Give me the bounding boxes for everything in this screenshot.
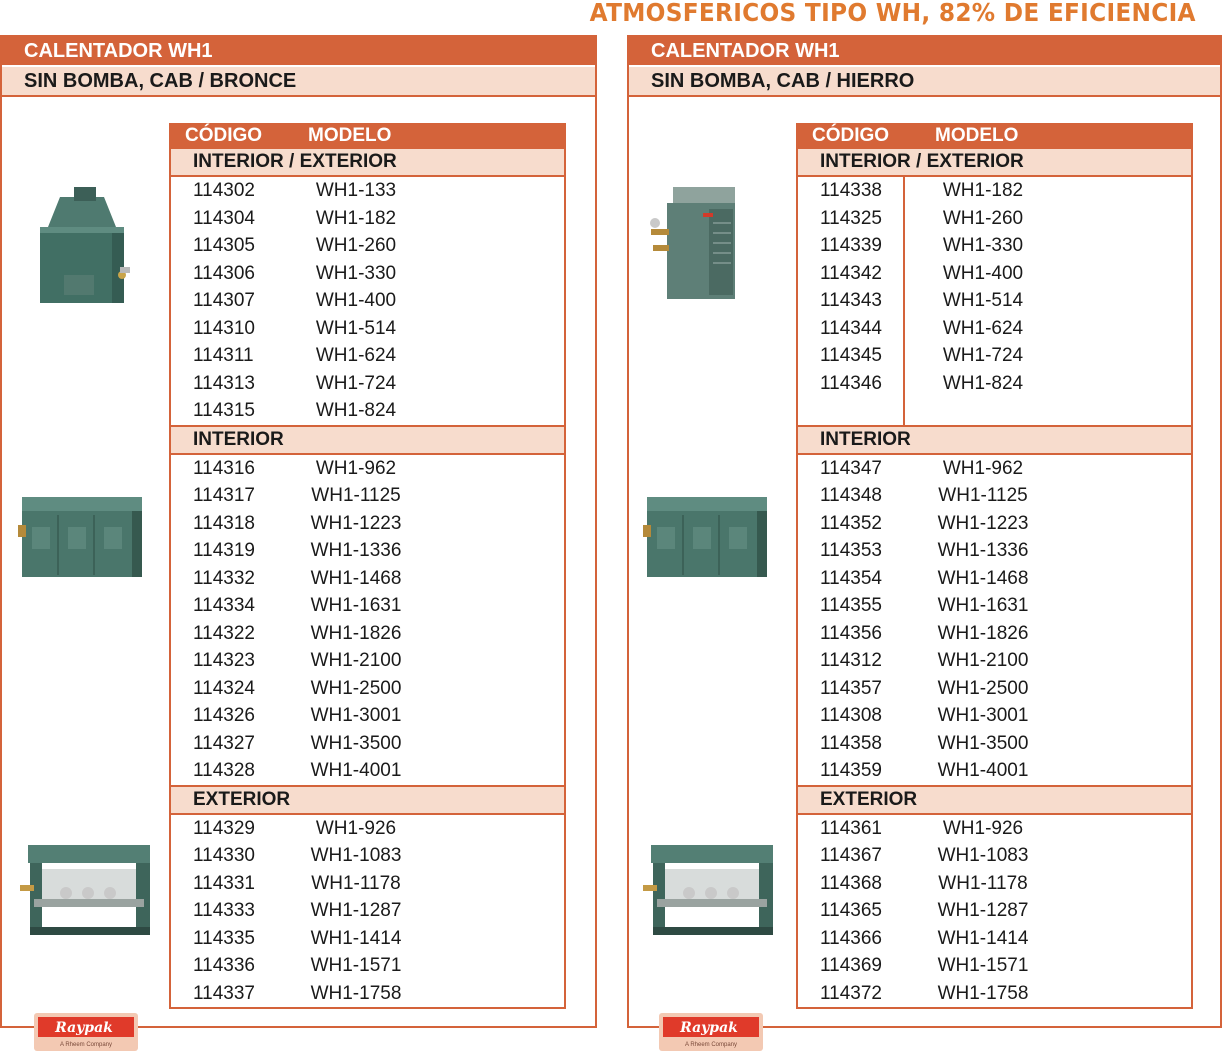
code-cell: 114331 (193, 872, 255, 894)
table-row (798, 342, 1191, 370)
svg-text:A Rheem Company: A Rheem Company (59, 1042, 113, 1048)
model-cell: WH1-1631 (937, 595, 1029, 616)
table-row (171, 342, 564, 370)
code-cell: 114318 (193, 512, 255, 534)
model-cell: WH1-1826 (937, 622, 1029, 644)
code-cell: 114336 (193, 955, 255, 976)
table-row (798, 510, 1191, 538)
model-cell: WH1-400 (315, 290, 397, 311)
code-cell: 114317 (193, 485, 255, 506)
table-row (171, 757, 564, 785)
table-row (798, 730, 1191, 758)
model-cell: WH1-514 (315, 317, 397, 339)
model-cell: WH1-1571 (310, 955, 402, 976)
code-cell: 114343 (820, 290, 882, 311)
table-row (798, 287, 1191, 315)
code-cell: 114312 (820, 650, 882, 671)
code-cell: 114357 (820, 677, 882, 699)
code-cell: 114346 (820, 372, 882, 394)
table-row (798, 397, 1191, 425)
table-row (798, 260, 1191, 288)
column-header-code: CÓDIGO (812, 125, 890, 146)
model-cell: WH1-3500 (937, 732, 1029, 754)
section-header: EXTERIOR (171, 785, 564, 815)
model-cell: WH1-824 (315, 400, 397, 421)
table-row (171, 842, 564, 870)
model-cell: WH1-926 (315, 817, 397, 839)
panel-subtitle: SIN BOMBA, CAB / BRONCE (2, 67, 595, 97)
code-cell: 114326 (193, 705, 255, 726)
model-cell: WH1-962 (315, 457, 397, 479)
page-heading: ATMOSFERICOS TIPO WH, 82% DE EFICIENCIA (589, 0, 1196, 27)
model-cell: WH1-3001 (310, 705, 402, 726)
table-row (798, 675, 1191, 703)
model-cell: WH1-1223 (937, 512, 1029, 534)
table-row (171, 702, 564, 730)
model-cell: WH1-133 (315, 180, 397, 201)
table-row (798, 537, 1191, 565)
code-cell: 114327 (193, 732, 255, 754)
model-cell: WH1-1631 (310, 595, 402, 616)
code-cell: 114308 (820, 705, 882, 726)
model-cell: WH1-1468 (937, 567, 1029, 589)
section-header: INTERIOR / EXTERIOR (798, 149, 1191, 177)
table-row (171, 232, 564, 260)
table-row (171, 177, 564, 205)
table-row (798, 870, 1191, 898)
table-row (171, 397, 564, 425)
model-cell: WH1-624 (315, 345, 397, 366)
model-cell: WH1-1083 (310, 845, 402, 866)
raypak-logo (659, 1013, 763, 1051)
model-cell: WH1-724 (942, 345, 1024, 366)
model-cell: WH1-1336 (937, 540, 1029, 561)
table-row (798, 815, 1191, 843)
model-cell: WH1-1178 (938, 872, 1028, 894)
column-header-model: MODELO (308, 125, 392, 146)
heater-exterior-image (643, 845, 777, 937)
model-cell: WH1-330 (315, 262, 397, 284)
table-row (798, 842, 1191, 870)
panel-subtitle: SIN BOMBA, CAB / HIERRO (629, 67, 1220, 97)
table-row (798, 177, 1191, 205)
model-cell: WH1-3001 (937, 705, 1029, 726)
code-cell: 114322 (193, 622, 255, 644)
table-row (798, 897, 1191, 925)
model-cell: WH1-182 (942, 180, 1024, 201)
code-cell: 114329 (193, 817, 255, 839)
model-cell: WH1-1125 (938, 485, 1028, 506)
section-header: INTERIOR / EXTERIOR (171, 149, 564, 177)
model-cell: WH1-2100 (937, 650, 1029, 671)
panel-iron (627, 35, 1222, 1048)
model-cell: WH1-724 (315, 372, 397, 394)
code-cell: 114323 (193, 650, 255, 671)
table-row (171, 980, 564, 1008)
code-cell: 114324 (193, 677, 255, 699)
code-cell: 114316 (193, 457, 255, 479)
code-cell: 114367 (820, 845, 882, 866)
table-header (798, 123, 1191, 149)
code-cell: 114338 (820, 180, 882, 201)
model-cell: WH1-1336 (310, 540, 402, 561)
section-header: INTERIOR (798, 425, 1191, 455)
table-row (798, 455, 1191, 483)
model-cell: WH1-1826 (310, 622, 402, 644)
table-row (798, 592, 1191, 620)
heater-compact-image (34, 187, 130, 305)
table-row (798, 565, 1191, 593)
model-cell: WH1-4001 (310, 760, 402, 781)
table-row (798, 370, 1191, 398)
code-cell: 114313 (193, 372, 255, 394)
svg-text:Raypak: Raypak (680, 1020, 738, 1036)
table-row (171, 565, 564, 593)
model-cell: WH1-962 (942, 457, 1024, 479)
code-cell: 114319 (193, 540, 255, 561)
model-cell: WH1-1758 (310, 982, 402, 1004)
code-cell: 114372 (820, 982, 882, 1004)
code-cell: 114345 (820, 345, 882, 366)
model-cell: WH1-1414 (937, 927, 1029, 949)
table-row (171, 730, 564, 758)
model-cell: WH1-1414 (310, 927, 402, 949)
model-cell: WH1-514 (942, 290, 1024, 311)
code-cell: 114348 (820, 485, 882, 506)
table-row (798, 952, 1191, 980)
table-row (171, 675, 564, 703)
model-cell: WH1-926 (942, 817, 1024, 839)
code-cell: 114325 (820, 207, 882, 229)
code-cell: 114369 (820, 955, 882, 976)
model-cell: WH1-400 (942, 262, 1024, 284)
table-row (171, 370, 564, 398)
code-cell: 114306 (193, 262, 255, 284)
table-row (798, 620, 1191, 648)
code-cell: 114305 (193, 235, 255, 256)
model-cell: WH1-1758 (937, 982, 1029, 1004)
model-cell: WH1-1287 (937, 900, 1029, 921)
panel-bronze (0, 35, 597, 1048)
code-cell: 114342 (820, 262, 882, 284)
table-row (171, 647, 564, 675)
model-cell: WH1-1223 (310, 512, 402, 534)
heater-exterior-image (20, 845, 154, 937)
model-cell: WH1-3500 (310, 732, 402, 754)
code-cell: 114359 (820, 760, 882, 781)
code-cell: 114334 (193, 595, 255, 616)
table-row (171, 287, 564, 315)
section-rows (171, 815, 564, 1008)
model-cell: WH1-1178 (311, 872, 401, 894)
table-row (171, 510, 564, 538)
section-rows (171, 177, 564, 425)
code-cell: 114366 (820, 927, 882, 949)
table-row (798, 925, 1191, 953)
table-row (798, 315, 1191, 343)
code-cell: 114328 (193, 760, 255, 781)
code-cell: 114344 (820, 317, 882, 339)
code-cell: 114356 (820, 622, 882, 644)
table-row (798, 232, 1191, 260)
section-rows (798, 455, 1191, 785)
model-table (169, 123, 566, 1009)
svg-text:Raypak: Raypak (55, 1020, 113, 1036)
code-cell: 114368 (820, 872, 882, 894)
model-cell: WH1-824 (942, 372, 1024, 394)
table-row (798, 980, 1191, 1008)
table-row (798, 482, 1191, 510)
section-header: EXTERIOR (798, 785, 1191, 815)
code-cell: 114353 (820, 540, 882, 561)
model-cell: WH1-260 (315, 235, 397, 256)
model-cell: WH1-2100 (310, 650, 402, 671)
code-cell: 114310 (193, 317, 255, 339)
model-cell: WH1-260 (942, 207, 1024, 229)
code-cell: 114355 (820, 595, 882, 616)
model-cell: WH1-4001 (937, 760, 1029, 781)
code-cell: 114302 (193, 180, 255, 201)
table-row (171, 897, 564, 925)
code-cell: 114311 (193, 345, 254, 366)
table-row (171, 870, 564, 898)
section-header: INTERIOR (171, 425, 564, 455)
code-cell: 114307 (193, 290, 255, 311)
code-cell: 114339 (820, 235, 882, 256)
section-rows (798, 815, 1191, 1008)
code-cell: 114365 (820, 900, 882, 921)
model-cell: WH1-2500 (310, 677, 402, 699)
code-cell: 114352 (820, 512, 882, 534)
model-cell: WH1-624 (942, 317, 1024, 339)
panel-title: CALENTADOR WH1 (629, 37, 1220, 67)
table-row (171, 620, 564, 648)
code-cell: 114315 (193, 400, 255, 421)
svg-text:A Rheem Company: A Rheem Company (684, 1042, 738, 1048)
table-row (171, 455, 564, 483)
model-cell: WH1-1287 (310, 900, 402, 921)
raypak-logo (34, 1013, 138, 1051)
table-row (171, 205, 564, 233)
code-cell: 114361 (820, 817, 882, 839)
code-cell: 114337 (193, 982, 255, 1004)
code-cell: 114354 (820, 567, 882, 589)
model-cell: WH1-182 (315, 207, 397, 229)
model-cell: WH1-2500 (937, 677, 1029, 699)
table-row (798, 647, 1191, 675)
code-cell: 114335 (193, 927, 255, 949)
model-cell: WH1-1083 (937, 845, 1029, 866)
table-row (171, 925, 564, 953)
model-table (796, 123, 1193, 1009)
model-cell: WH1-1571 (937, 955, 1029, 976)
section-rows (798, 177, 1191, 425)
heater-interior-image (18, 497, 146, 581)
column-header-model: MODELO (935, 125, 1019, 146)
table-row (798, 757, 1191, 785)
table-row (171, 537, 564, 565)
table-header (171, 123, 564, 149)
heater-compact-image (643, 183, 739, 301)
heater-interior-image (643, 497, 771, 581)
table-row (171, 482, 564, 510)
code-cell: 114304 (193, 207, 255, 229)
model-cell: WH1-1125 (311, 485, 401, 506)
panel-title: CALENTADOR WH1 (2, 37, 595, 67)
table-row (798, 205, 1191, 233)
section-rows (171, 455, 564, 785)
model-cell: WH1-1468 (310, 567, 402, 589)
table-row (171, 260, 564, 288)
table-row (171, 952, 564, 980)
code-cell: 114333 (193, 900, 255, 921)
table-row (798, 702, 1191, 730)
code-cell: 114347 (820, 457, 882, 479)
code-cell: 114358 (820, 732, 882, 754)
code-cell: 114332 (193, 567, 255, 589)
table-row (171, 815, 564, 843)
model-cell: WH1-330 (942, 235, 1024, 256)
code-cell: 114330 (193, 845, 255, 866)
table-row (171, 592, 564, 620)
table-row (171, 315, 564, 343)
column-header-code: CÓDIGO (185, 125, 263, 146)
